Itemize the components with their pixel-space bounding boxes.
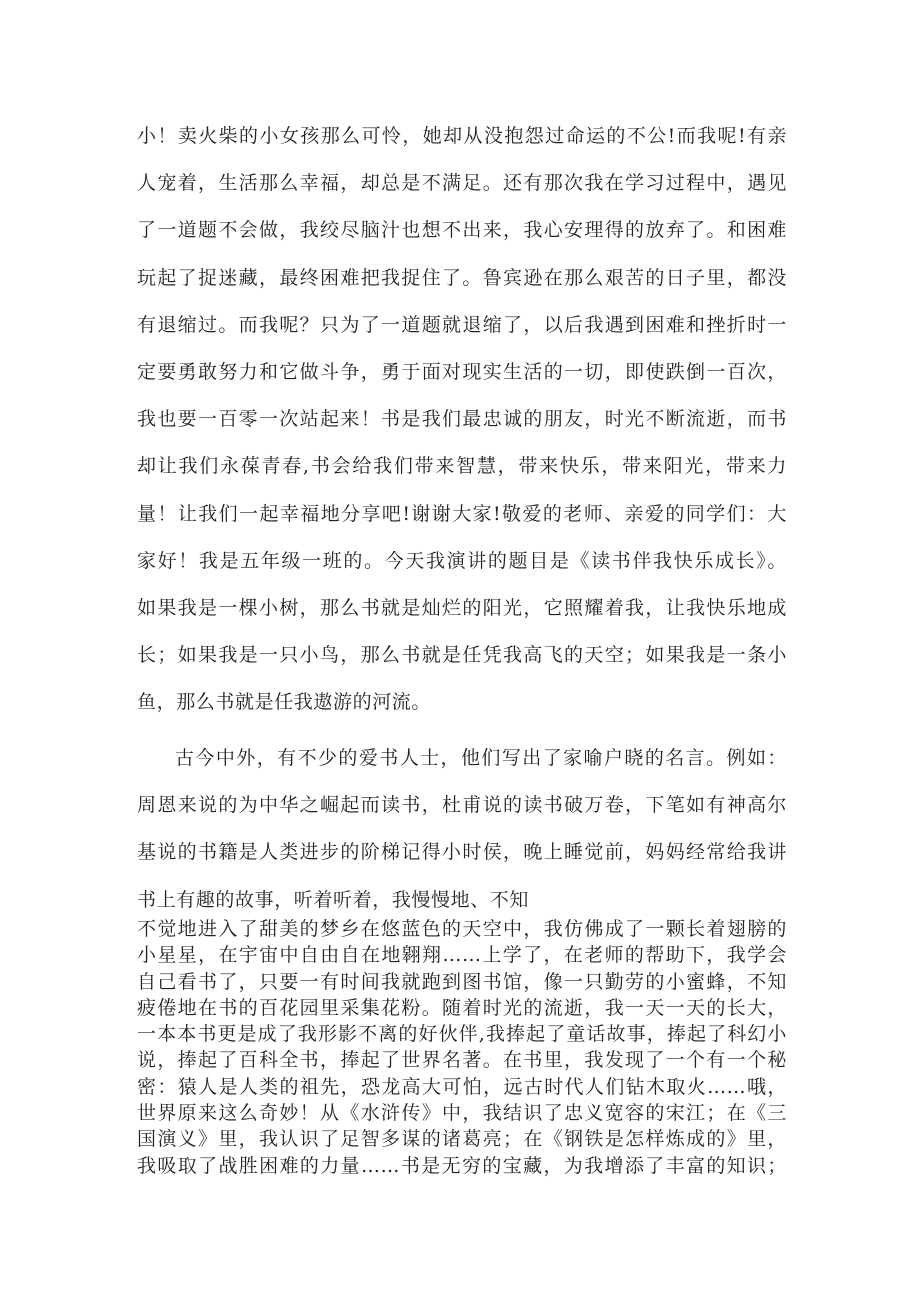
text-line: 周恩来说的为中华之崛起而读书，杜甫说的读书破万卷，下笔如有神高尔 xyxy=(137,794,787,817)
text-line: 自己看书了，只要一有时间我就跑到图书馆，像一只勤劳的小蜜蜂，不知 xyxy=(137,970,787,993)
text-line: 有退缩过。而我呢？只为了一道题就退缩了，以后我遇到困难和挫折时一 xyxy=(137,313,787,336)
text-line: 量！让我们一起幸福地分享吧!谢谢大家!敬爱的老师、亲爱的同学们：大 xyxy=(137,502,787,525)
text-line: 古今中外，有不少的爱书人士，他们写出了家喻户晓的名言。例如： xyxy=(175,747,787,769)
text-line: 基说的书籍是人类进步的阶梯记得小时侯，晚上睡觉前，妈妈经常给我讲 xyxy=(137,841,787,864)
paragraph-2 xyxy=(137,735,787,924)
text-line: 家好！我是五年级一班的。今天我演讲的题目是《读书伴我快乐成长》。 xyxy=(137,549,787,572)
text-line: 我吸取了战胜困难的力量……书是无穷的宝藏，为我增添了丰富的知识； xyxy=(137,1154,787,1177)
text-line: 小星星，在宇宙中自由自在地翱翔……上学了，在老师的帮助下，我学会 xyxy=(137,944,787,967)
paragraph-3 xyxy=(137,916,787,1179)
text-line: 长；如果我是一只小鸟，那么书就是任凭我高飞的天空；如果我是一条小 xyxy=(137,644,787,667)
text-line: 鱼，那么书就是任我遨游的河流。 xyxy=(137,691,432,714)
text-line: 疲倦地在书的百花园里采集花粉。随着时光的流逝，我一天一天的长大， xyxy=(137,996,787,1019)
text-line: 国演义》里，我认识了足智多谋的诸葛亮；在《钢铁是怎样炼成的》里， xyxy=(137,1128,787,1151)
text-line: 密：猿人是人类的祖先，恐龙高大可怕，远古时代人们钻木取火……哦， xyxy=(137,1075,787,1098)
text-line: 书上有趣的故事，听着听着，我慢慢地、不知 xyxy=(137,888,530,911)
text-line: 说，捧起了百科全书，捧起了世界名著。在书里，我发现了一个有一个秘 xyxy=(137,1049,787,1072)
text-line: 了一道题不会做，我绞尽脑汁也想不出来，我心安理得的放弃了。和困难 xyxy=(137,219,787,242)
text-line: 世界原来这么奇妙！从《水浒传》中，我结识了忠义宽容的宋江；在《三 xyxy=(137,1102,787,1125)
text-line: 却让我们永葆青春,书会给我们带来智慧，带来快乐，带来阳光，带来力 xyxy=(137,455,787,478)
text-line: 人宠着，生活那么幸福，却总是不满足。还有那次我在学习过程中，遇见 xyxy=(137,172,787,195)
text-line: 我也要一百零一次站起来！书是我们最忠诚的朋友，时光不断流逝，而书 xyxy=(137,408,787,431)
paragraph-1 xyxy=(137,113,787,726)
text-line: 如果我是一棵小树，那么书就是灿烂的阳光，它照耀着我，让我快乐地成 xyxy=(137,596,787,619)
text-line: 不觉地进入了甜美的梦乡在悠蓝色的天空中，我仿佛成了一颗长着翅膀的 xyxy=(137,918,787,940)
text-line: 小！卖火柴的小女孩那么可怜，她却从没抱怨过命运的不公!而我呢!有亲 xyxy=(137,125,787,147)
text-line: 玩起了捉迷藏，最终困难把我捉住了。鲁宾逊在那么艰苦的日子里，都没 xyxy=(137,266,787,289)
text-line: 定要勇敢努力和它做斗争，勇于面对现实生活的一切，即使跌倒一百次， xyxy=(137,360,787,383)
text-line: 一本本书更是成了我形影不离的好伙伴,我捧起了童话故事，捧起了科幻小 xyxy=(137,1023,787,1046)
